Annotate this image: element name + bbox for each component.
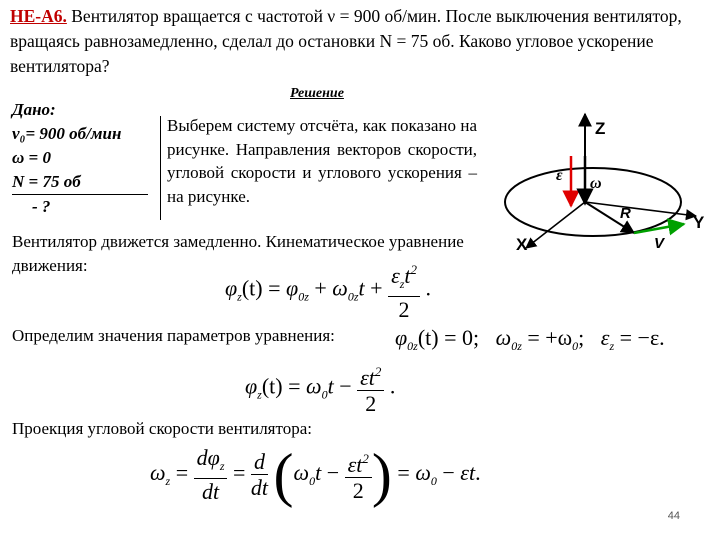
given-divider xyxy=(160,116,161,220)
epsilon-label: ε xyxy=(556,167,563,184)
solution-heading: Решение xyxy=(290,86,344,101)
params-text: Определим значения параметров уравнения: xyxy=(12,326,335,345)
z-label: Z xyxy=(595,119,606,138)
page-number: 44 xyxy=(667,510,680,522)
given-block xyxy=(12,98,158,219)
x-label: X xyxy=(516,235,528,254)
problem-statement xyxy=(10,4,710,79)
problem-id: НЕ-А6. xyxy=(10,6,67,26)
projection-text: Проекция угловой скорости вентилятора: xyxy=(12,419,312,438)
problem-text: Вентилятор вращается с частотой ν = 900 об/мин. После выключения вентилятор, вращаясь равнозамедленно, сделал до остановки N = 75 об. Каково угловое ускорение вентилятора? xyxy=(10,6,682,76)
motion-equation: $\varphi_z(t) = \omega_0t$ − $\frac{\varepsilon t^2}{2}$ . xyxy=(245,360,395,417)
rotation-figure xyxy=(488,98,713,273)
r-label: R xyxy=(620,205,631,222)
x-axis xyxy=(526,202,585,248)
given-final-omega: ω = 0 xyxy=(12,148,51,167)
motion-text: Вентилятор движется замедленно. Кинематическое уравнение движения: xyxy=(12,232,464,275)
initial-conditions: $\varphi_{0z}(t) = 0$; $\omega_{0z} = +\omega_0$; $\varepsilon_z = -\varepsilon$. xyxy=(395,325,665,353)
v-label: V xyxy=(654,235,665,252)
omega-label: ω xyxy=(590,175,602,192)
given-title: Дано: xyxy=(12,100,56,119)
kinematic-equation: $\varphi_z(t) = \varphi_{0z} + \omega_{0z}t$ + $\frac{\varepsilon_zt^2}{2}$ . xyxy=(225,258,431,323)
y-label: Y xyxy=(693,213,705,232)
solution-text: Выберем систему отсчёта, как показано на рисунке. Направления векторов скорости, угловой скорости и углового ускорения – на рисунке. xyxy=(167,116,477,206)
given-frequency: ν₀= 900 об/мин xyxy=(12,124,122,143)
angular-velocity-equation: $\omega_z$ = $\frac{d\varphi_z}{dt}$ = $\frac{d}{dt}$ ($\omega_0t$ − $\frac{\varepsilon t^2}{2}$ ) = $\omega_0 - \varepsilon t$. xyxy=(150,442,481,508)
given-unknown: - ? xyxy=(32,197,51,216)
given-revolutions: N = 75 об xyxy=(12,170,148,195)
